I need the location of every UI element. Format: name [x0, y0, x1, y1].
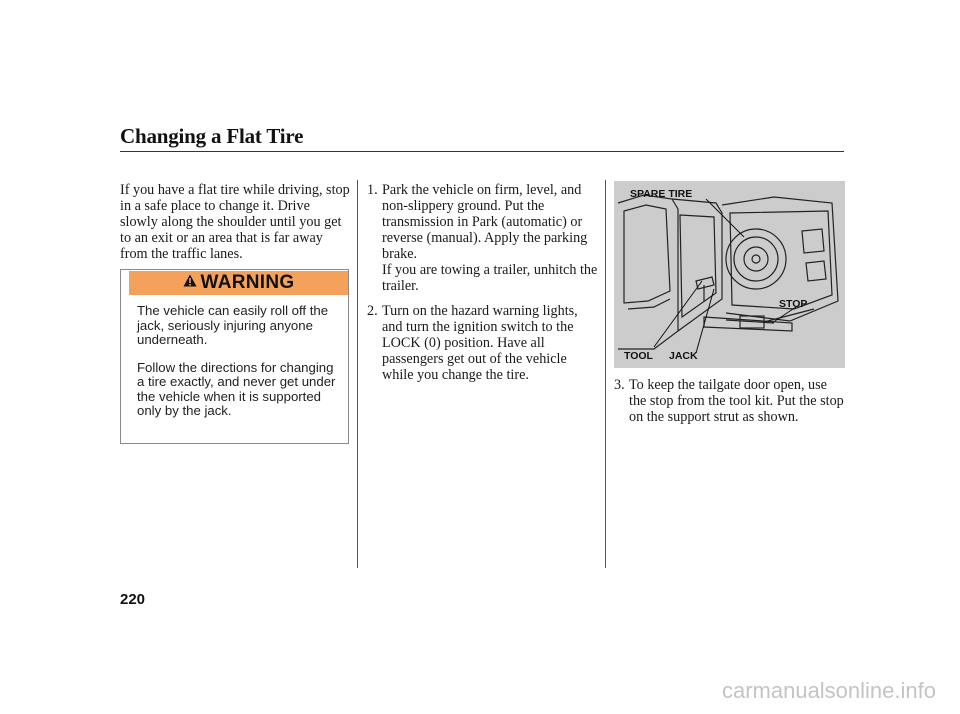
step-text: Turn on the hazard warning lights, and turn the ignition switch to the LOCK (0) position. Have all passengers get out of the vehicle while you change the tire.	[382, 303, 578, 383]
label-tool: TOOL	[624, 350, 653, 362]
column-divider-right	[605, 180, 606, 568]
intro-paragraph: If you have a flat tire while driving, stop in a safe place to change it. Drive slowly along the shoulder until you get to an exit or an area that is far away from the traffic lanes.	[120, 182, 350, 262]
tailgate-illustration	[614, 181, 845, 368]
step-number: 2.	[367, 303, 378, 319]
column-divider-left	[357, 180, 358, 568]
warning-header	[129, 271, 348, 295]
page-title: Changing a Flat Tire	[120, 124, 304, 148]
watermark: carmanualsonline.info	[721, 678, 936, 703]
step-text: To keep the tailgate door open, use the stop from the tool kit. Put the stop on the support strut as shown.	[629, 377, 844, 425]
warning-label: WARNING	[200, 272, 295, 293]
step-text: Park the vehicle on firm, level, and non-slippery ground. Put the transmission in Park (automatic) or reverse (manual). Apply the parking brake.	[382, 182, 588, 262]
warning-paragraph: The vehicle can easily roll off the jack, seriously injuring anyone underneath.	[137, 303, 329, 347]
warning-triangle-icon	[183, 274, 197, 292]
page-number: 220	[120, 591, 146, 608]
step-text: If you are towing a trailer, unhitch the trailer.	[382, 262, 598, 294]
step-number: 3.	[614, 377, 625, 393]
tailgate-drawing	[614, 181, 845, 368]
label-stop: STOP	[779, 298, 808, 310]
step-number: 1.	[367, 182, 378, 198]
warning-text	[137, 304, 342, 432]
warning-box	[120, 269, 349, 444]
warning-paragraph: Follow the directions for changing a tire exactly, and never get under the vehicle when it is supported only by the jack.	[137, 359, 336, 418]
step-1	[367, 182, 599, 294]
label-spare-tire: SPARE TIRE	[630, 188, 693, 200]
label-jack: JACK	[669, 350, 698, 362]
step-3	[614, 377, 846, 425]
step-2	[367, 303, 599, 383]
title-rule	[120, 151, 844, 152]
